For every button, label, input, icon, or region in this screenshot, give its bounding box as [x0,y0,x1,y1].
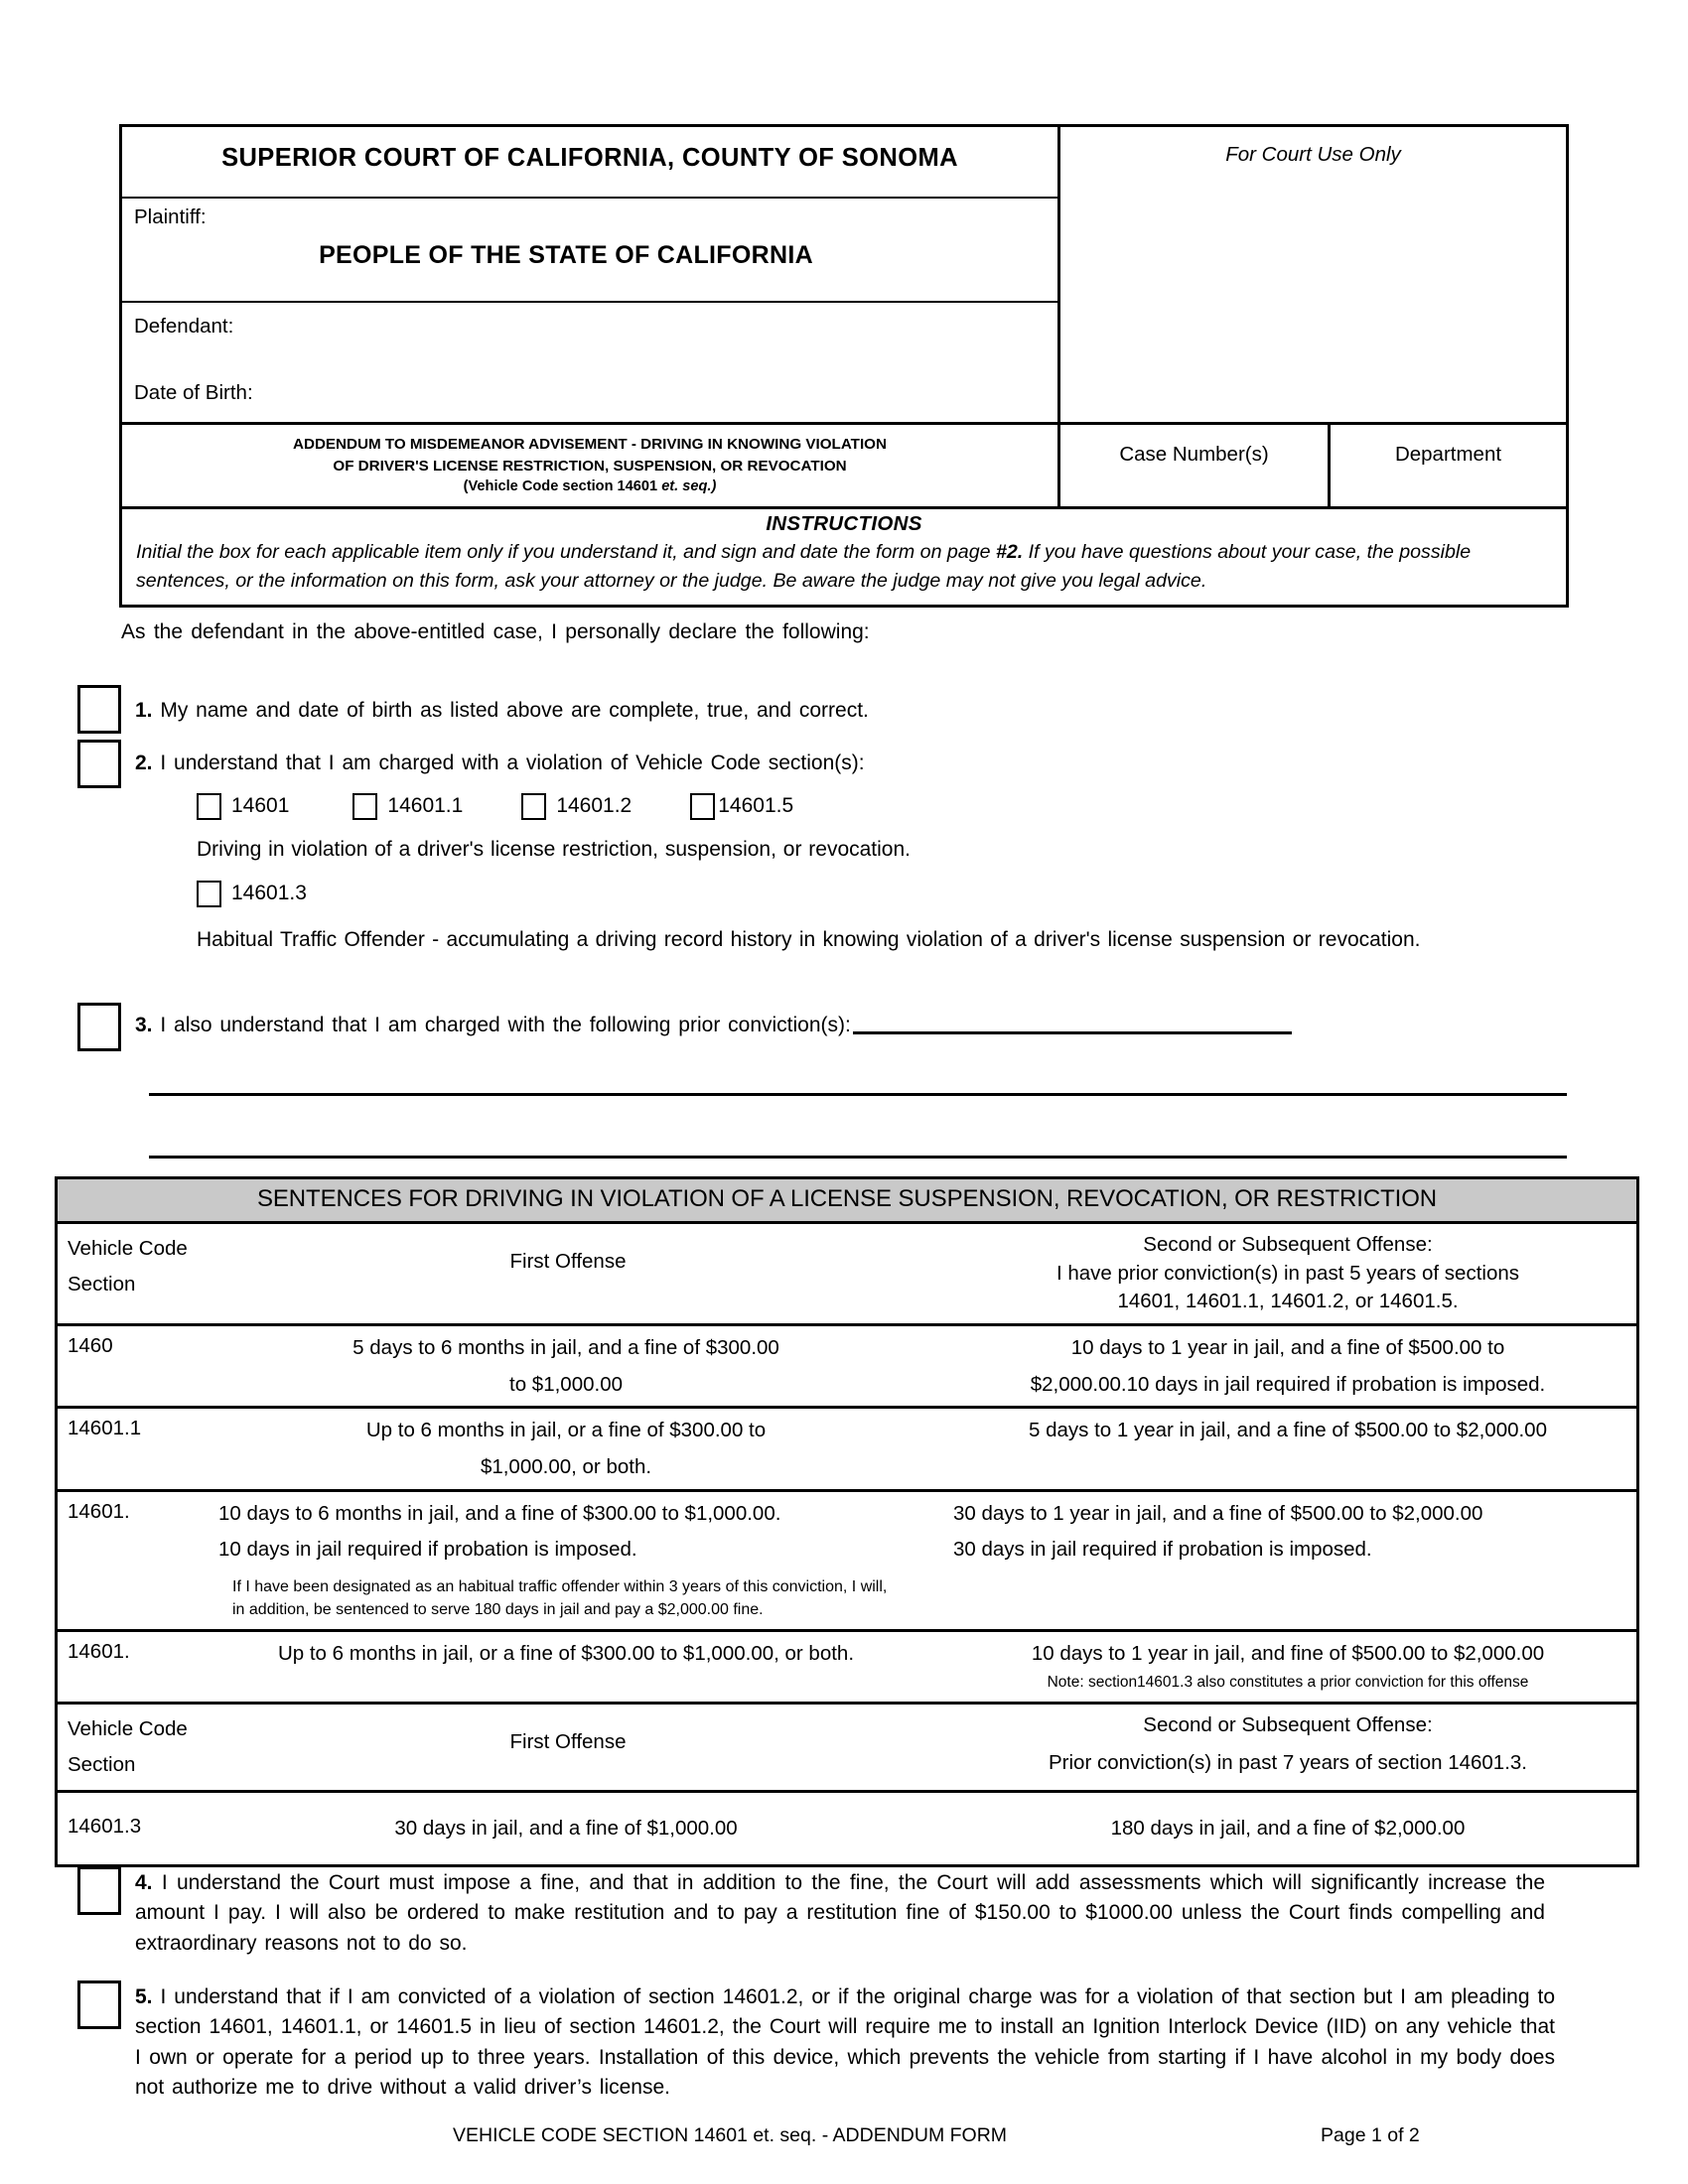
defendant-cell [122,303,1057,425]
item-5-number: 5. [135,1985,153,2008]
sentences-table-header-2 [58,1705,1636,1793]
checkbox-option-14601[interactable] [197,791,289,821]
checkbox-label: 14601.5 [718,794,794,818]
item-2-number: 2. [135,751,153,774]
item-1-number: 1. [135,699,153,722]
row-second-line1: 10 days to 1 year in jail, and a fine of $500.00 to [1070,1336,1505,1360]
row-second-line2: $2,000.00.10 days in jail required if probation is imposed. [1030,1372,1546,1396]
initial-box-item-4[interactable] [77,1866,121,1915]
checkbox-option-14601-2[interactable] [521,791,632,821]
checkbox-option-14601-5[interactable] [690,791,793,821]
header-second-offense-line2: Prior conviction(s) in past 7 years of section 14601.3. [1049,1750,1527,1774]
addendum-title-line2: OF DRIVER'S LICENSE RESTRICTION, SUSPENSION, OR REVOCATION [333,457,847,475]
table-row [58,1793,1636,1864]
row-first-line1: Up to 6 months in jail, or a fine of $300.00 to [365,1419,767,1442]
header-second-offense [939,1705,1636,1790]
table-row [58,1492,1636,1633]
sentences-table [55,1176,1639,1867]
department-cell[interactable] [1331,425,1566,506]
addendum-title [122,425,1060,506]
checkbox-icon[interactable] [521,793,546,820]
item-5-body [135,1980,1555,2104]
checkbox-icon[interactable] [197,793,221,820]
header-second-offense-line1: Second or Subsequent Offense: [1143,1712,1433,1736]
checkbox-icon[interactable] [352,793,377,820]
row-first-line2: 10 days in jail required if probation is imposed. [218,1538,637,1562]
instructions-part2: If you have questions about your case, the possible sentences, or the information on this form, ask your attorney or the judge. Be aware the judge may not give you legal advice. [136,540,1472,592]
instructions-block [122,509,1566,606]
checkbox-label: 14601.1 [387,794,464,818]
checkbox-label: 14601.2 [556,794,633,818]
vehicle-code-checkbox-row-1 [135,791,1607,821]
row-second-line1: 180 days in jail, and a fine of $2,000.00 [1110,1816,1466,1840]
sentences-table-banner: SENTENCES FOR DRIVING IN VIOLATION OF A LICENSE SUSPENSION, REVOCATION, OR RESTRICTION [58,1179,1636,1224]
row-second-line2: 30 days in jail required if probation is imposed. [953,1538,1372,1562]
vehicle-code-checkbox-row-2 [135,879,1607,908]
row-second-line1: 30 days to 1 year in jail, and a fine of $500.00 to $2,000.00 [953,1501,1483,1525]
instructions-title: INSTRUCTIONS [766,511,922,535]
row-first-note: If I have been designated as an habitual traffic offender within 3 years of this conviction, I will, in addition, be sentenced to serve 180 days in jail and pay a $2,000.00 fine. [232,1578,888,1619]
caption-upper [122,127,1566,425]
header-first-offense: First Offense [509,1729,627,1753]
table-row [58,1326,1636,1409]
instructions-text [136,538,1552,596]
header-first-offense: First Offense [509,1250,627,1273]
addendum-code-text: (Vehicle Code section 14601 [463,478,662,495]
checkbox-option-14601-1[interactable] [352,791,463,821]
table-row [58,1632,1636,1704]
row-first-offense [197,1326,939,1406]
row-section: 14601. [68,1640,130,1664]
item-2-heading [135,749,1607,778]
checkbox-icon[interactable] [690,793,715,820]
prior-convictions-input-line[interactable] [853,1012,1292,1034]
row-second-offense [939,1793,1636,1864]
item-4-number: 4. [135,1871,153,1894]
instructions-page-ref: #2. [995,540,1024,563]
addendum-title-line1: ADDENDUM TO MISDEMEANOR ADVISEMENT - DRIVING IN KNOWING VIOLATION [293,436,887,453]
row-first-line1: 30 days in jail, and a fine of $1,000.00 [394,1816,738,1840]
declaration-item-3 [77,1003,1587,1051]
initial-box-item-3[interactable] [77,1003,121,1051]
addendum-code-italic: et. seq.) [661,478,717,495]
declaration-item-2 [77,740,1567,955]
page-footer [0,2124,1688,2154]
prior-convictions-line-2[interactable] [149,1093,1567,1096]
row-section: 14601. [68,1499,130,1523]
addendum-title-line3 [140,477,1040,497]
row-first-line1: Up to 6 months in jail, or a fine of $300.00 to $1,000.00, or both. [277,1642,855,1666]
item-2-body [135,740,1607,955]
row-second-offense [939,1492,1636,1630]
footer-page-number: Page 1 of 2 [1321,2124,1420,2146]
checkbox-label: 14601.3 [231,882,307,905]
row-second-line1: 5 days to 1 year in jail, and a fine of $500.00 to $2,000.00 [1029,1419,1547,1442]
department-label: Department [1394,443,1502,466]
checkbox-option-14601-3[interactable] [197,879,307,908]
prior-convictions-line-3[interactable] [149,1156,1567,1159]
declaration-item-4 [77,1866,1587,1959]
row-second-offense [939,1326,1636,1406]
caption-right-column [1060,127,1566,425]
plaintiff-label: Plaintiff: [134,205,207,228]
initial-box-item-2[interactable] [77,740,121,788]
row-second-offense [939,1409,1636,1488]
date-of-birth-label[interactable]: Date of Birth: [134,381,253,404]
row-section: 14601.3 [68,1814,142,1838]
item-5-text: I understand that if I am convicted of a violation of section 14601.2, or if the original charge was for a violation of that section but I am pleading to section 14601, 14601.1, or 14601.5 in lieu of section 14601.2, the Court will require me to install an Ignition Interlock Device (IID) on any vehicle that I own or operate for a period up to three years. Installation of this device, which prevents the vehicle from starting if I have alcohol in my body does not authorize me to drive without a valid driver’s license. [135,1985,1555,2100]
row-section: 1460 [68,1334,113,1358]
header-second-offense [939,1224,1636,1323]
plaintiff-cell [122,199,1057,303]
header-second-offense-line1: Second or Subsequent Offense: [1143,1233,1433,1256]
row-second-line1: 10 days to 1 year in jail, and fine of $500.00 to $2,000.00 [1031,1642,1545,1666]
footer-form-name: VEHICLE CODE SECTION 14601 et. seq. - ADDENDUM FORM [452,2124,1008,2146]
row-first-line2: to $1,000.00 [509,1372,623,1396]
header-vehicle-code-label: Vehicle Code [68,1716,188,1740]
item-4-body [135,1866,1545,1959]
addendum-title-row [122,425,1566,509]
item-3-number: 3. [135,1014,153,1036]
caption-box [119,124,1569,608]
vehicle-code-description-2: Habitual Traffic Offender - accumulating a driving record history in knowing violation of a driver's license suspension or revocation. [197,927,1421,951]
checkbox-icon[interactable] [197,881,221,907]
declaration-item-1 [77,685,1567,734]
row-first-line2: $1,000.00, or both. [480,1455,652,1479]
row-first-offense [197,1409,939,1488]
for-court-use-only-label: For Court Use Only [1225,143,1401,166]
checkbox-label: 14601 [231,794,290,818]
sentences-table-header-1 [58,1224,1636,1326]
item-2-text: I understand that I am charged with a violation of Vehicle Code section(s): [152,751,865,774]
row-first-offense [197,1632,939,1701]
for-court-use-only-cell [1060,127,1566,425]
court-title: SUPERIOR COURT OF CALIFORNIA, COUNTY OF SONOMA [122,127,1057,199]
header-vehicle-code-label: Vehicle Code [68,1237,188,1260]
row-first-offense [197,1492,939,1630]
header-section-label: Section [68,1752,136,1776]
item-4-text: I understand the Court must impose a fine, and that in addition to the fine, the Court will add assessments which will significantly increase the amount I pay. I will also be ordered to make restitution and to pay a restitution fine of $150.00 to $1000.00 unless the Court finds compelling and extraordinary reasons not to do so. [135,1871,1545,1955]
declaration-item-5 [77,1980,1587,2104]
header-section-column [58,1705,197,1790]
item-1-body [135,685,869,726]
initial-box-item-5[interactable] [77,1980,121,2029]
row-first-line1: 5 days to 6 months in jail, and a fine of $300.00 [352,1336,779,1360]
row-second-note: Note: section14601.3 also constitutes a prior conviction for this offense [1047,1674,1529,1692]
declaration-intro: As the defendant in the above-entitled case, I personally declare the following: [121,620,870,643]
case-number-label: Case Number(s) [1119,443,1269,466]
caption-left-column [122,127,1060,425]
row-second-offense [939,1632,1636,1701]
header-second-offense-line2: I have prior conviction(s) in past 5 years of sections [1055,1261,1519,1285]
header-section-label: Section [68,1272,136,1296]
row-first-line1: 10 days to 6 months in jail, and a fine of $300.00 to $1,000.00. [218,1501,781,1525]
header-section-column [58,1224,197,1323]
item-3-text: I also understand that I am charged with the following prior conviction(s): [152,1014,851,1036]
instructions-part1: Initial the box for each applicable item only if you understand it, and sign and date the form on page [136,540,996,563]
plaintiff-name: PEOPLE OF THE STATE OF CALIFORNIA [319,241,813,269]
vehicle-code-description-1: Driving in violation of a driver's license restriction, suspension, or revocation. [197,837,911,861]
row-first-offense [197,1793,939,1864]
item-1-text: My name and date of birth as listed above are complete, true, and correct. [152,699,869,722]
case-number-cell[interactable] [1060,425,1331,506]
table-row [58,1409,1636,1491]
item-3-body [135,1003,1292,1040]
initial-box-item-1[interactable] [77,685,121,734]
defendant-label[interactable]: Defendant: [134,315,234,338]
row-section: 14601.1 [68,1417,142,1440]
header-second-offense-line3: 14601, 14601.1, 14601.2, or 14601.5. [1117,1290,1459,1313]
